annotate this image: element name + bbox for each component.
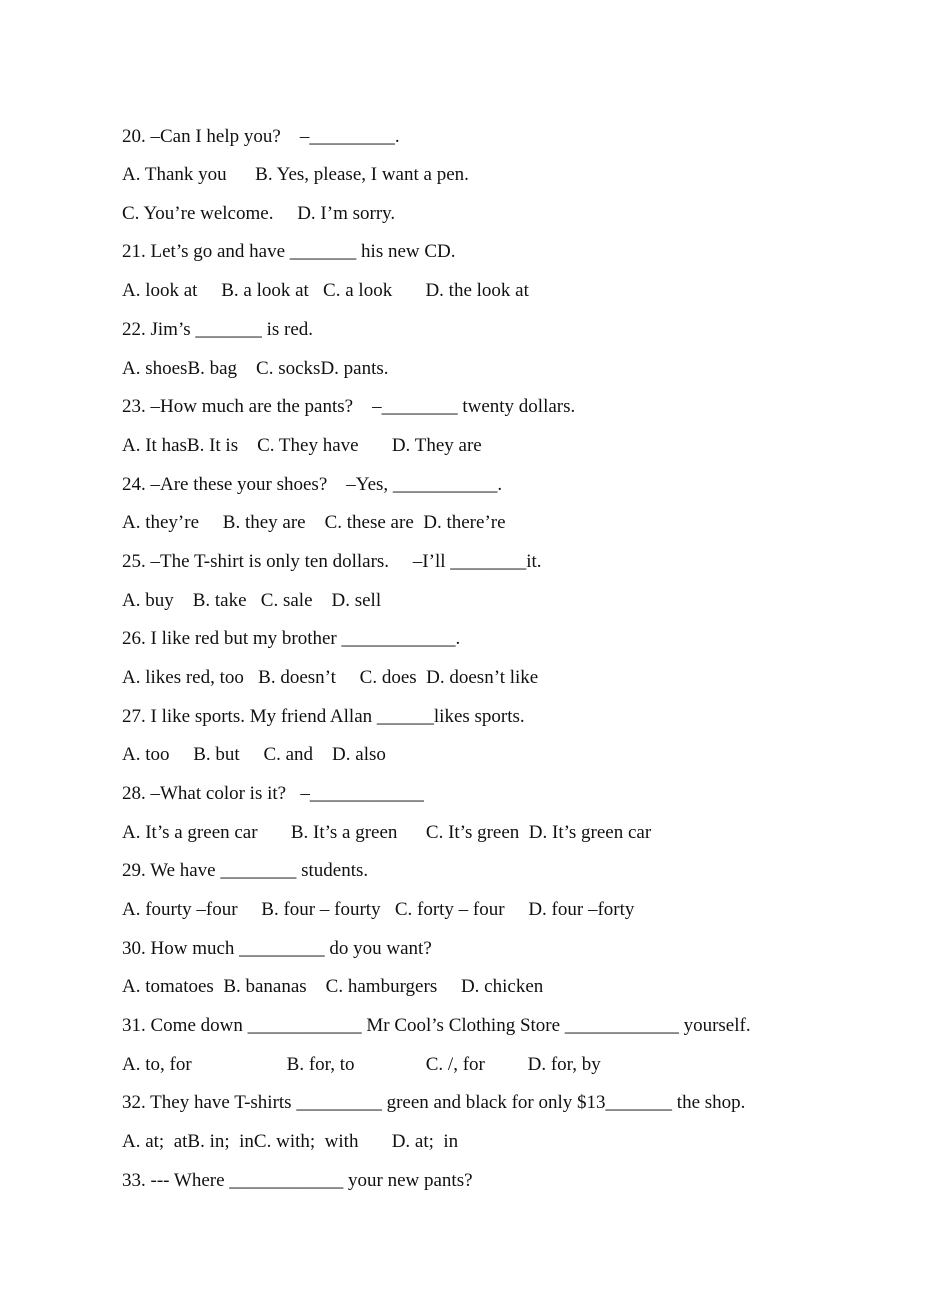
options-32: A. at; atB. in; inC. with; with D. at; in <box>122 1131 459 1152</box>
question-29: 29. We have ________ students. <box>122 860 369 881</box>
options-26: A. likes red, too B. doesn’t C. does D. doesn’t like <box>122 667 539 688</box>
options-23: A. It hasB. It is C. They have D. They are <box>122 435 482 456</box>
options-29: A. fourty –four B. four – fourty C. forty – four D. four –forty <box>122 899 635 920</box>
question-27: 27. I like sports. My friend Allan ______likes sports. <box>122 706 525 727</box>
options-20: A. Thank you B. Yes, please, I want a pen. <box>122 164 469 185</box>
options-27: A. too B. but C. and D. also <box>122 744 386 765</box>
question-26: 26. I like red but my brother ____________. <box>122 628 461 649</box>
options-22: A. shoesB. bag C. socksD. pants. <box>122 358 389 379</box>
options-31: A. to, for B. for, to C. /, for D. for, by <box>122 1054 601 1075</box>
options-25: A. buy B. take C. sale D. sell <box>122 590 382 611</box>
options-20-cont: C. You’re welcome. D. I’m sorry. <box>122 203 396 224</box>
question-30: 30. How much _________ do you want? <box>122 938 432 959</box>
question-31: 31. Come down ____________ Mr Cool’s Clothing Store ____________ yourself. <box>122 1015 751 1036</box>
question-25: 25. –The T-shirt is only ten dollars. –I’ll ________it. <box>122 551 542 572</box>
question-32: 32. They have T-shirts _________ green and black for only $13_______ the shop. <box>122 1092 746 1113</box>
question-23: 23. –How much are the pants? –________ twenty dollars. <box>122 396 576 417</box>
question-33: 33. --- Where ____________ your new pants? <box>122 1170 473 1191</box>
options-21: A. look at B. a look at C. a look D. the look at <box>122 280 529 301</box>
question-20: 20. –Can I help you? –_________. <box>122 126 400 147</box>
question-28: 28. –What color is it? –____________ <box>122 783 424 804</box>
question-21: 21. Let’s go and have _______ his new CD. <box>122 241 456 262</box>
options-24: A. they’re B. they are C. these are D. there’re <box>122 512 506 533</box>
options-30: A. tomatoes B. bananas C. hamburgers D. chicken <box>122 976 544 997</box>
question-24: 24. –Are these your shoes? –Yes, ___________. <box>122 474 503 495</box>
options-28: A. It’s a green car B. It’s a green C. It’s green D. It’s green car <box>122 822 652 843</box>
question-22: 22. Jim’s _______ is red. <box>122 319 314 340</box>
